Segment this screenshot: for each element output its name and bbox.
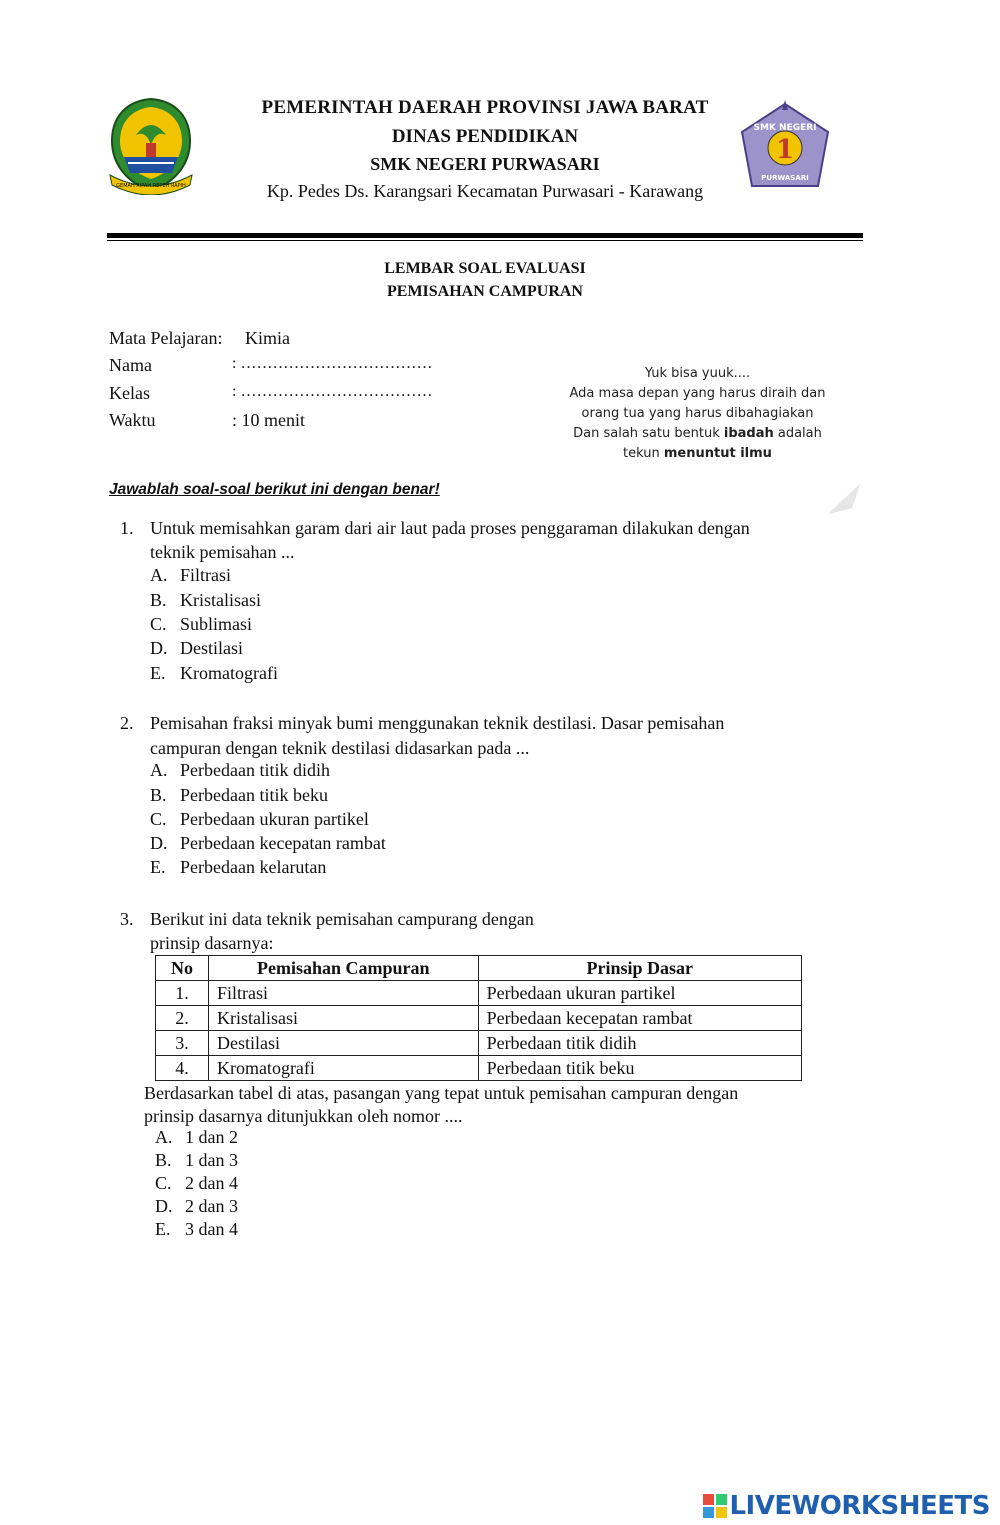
question-1-line-1: Untuk memisahkan garam dari air laut pada proses penggaraman dilakukan dengan	[150, 518, 750, 538]
table-cell-principle: Perbedaan kecepatan rambat	[478, 1006, 801, 1031]
letterhead-agency: DINAS PENDIDIKAN	[391, 126, 579, 147]
option-text: 3 dan 4	[185, 1219, 238, 1239]
name-field[interactable]: : ………………………………	[232, 355, 433, 372]
question-3-option-a[interactable]	[155, 1127, 238, 1148]
table-row	[156, 1006, 802, 1031]
motivation-line-2: Ada masa depan yang harus diraih dan	[569, 386, 826, 401]
table-cell-method: Kristalisasi	[208, 1006, 478, 1031]
class-field[interactable]: : ………………………………	[232, 383, 433, 400]
question-1-option-c[interactable]	[150, 614, 252, 635]
table-cell-method: Kromatografi	[208, 1056, 478, 1081]
option-letter: C.	[150, 809, 167, 829]
question-1-line-2: teknik pemisahan ...	[150, 542, 295, 562]
table-cell-no: 4.	[156, 1056, 209, 1081]
table-cell-principle: Perbedaan ukuran partikel	[478, 981, 801, 1006]
question-2-number: 2.	[120, 713, 134, 733]
letterhead-address: Kp. Pedes Ds. Karangsari Kecamatan Purwasari - Karawang	[266, 181, 704, 201]
motivation-line-3: orang tua yang harus dibahagiakan	[581, 406, 814, 421]
question-2-line-1: Pemisahan fraksi minyak bumi menggunakan teknik destilasi. Dasar pemisahan	[150, 713, 725, 733]
motivation-text: tekun	[623, 446, 664, 461]
letterhead-rule-thick	[107, 233, 863, 238]
option-letter: E.	[150, 857, 166, 877]
option-letter: B.	[150, 590, 167, 610]
option-text: Perbedaan titik didih	[180, 760, 330, 780]
option-text: Perbedaan ukuran partikel	[180, 809, 369, 829]
option-letter: E.	[150, 663, 166, 683]
page-curl-icon	[828, 482, 862, 520]
name-label: Nama	[109, 355, 152, 375]
emblem-motto-text: GEMAH RIPAH REPEH RAPIH	[116, 183, 186, 189]
question-3-option-c[interactable]	[155, 1173, 238, 1194]
question-2-option-c[interactable]	[150, 809, 369, 830]
option-letter: B.	[155, 1150, 172, 1170]
question-3-after-line-2: prinsip dasarnya ditunjukkan oleh nomor ....	[144, 1106, 463, 1126]
time-value: : 10 menit	[232, 410, 305, 430]
option-letter: D.	[150, 833, 168, 853]
question-2-option-e[interactable]	[150, 857, 326, 878]
question-2-option-a[interactable]	[150, 760, 330, 781]
option-text: 2 dan 4	[185, 1173, 238, 1193]
motivation-text: adalah	[773, 426, 822, 441]
separation-table	[155, 955, 802, 1081]
table-header: Pemisahan Campuran	[208, 956, 478, 981]
question-2-option-b[interactable]	[150, 785, 328, 806]
table-header-row	[156, 956, 802, 981]
liveworksheets-icon	[703, 1494, 727, 1518]
option-letter: C.	[155, 1173, 172, 1193]
logo-bottom-text: PURWASARI	[761, 174, 809, 182]
motivation-emphasis: ibadah	[723, 426, 774, 441]
question-3-after-line-1: Berdasarkan tabel di atas, pasangan yang tepat untuk pemisahan campuran dengan	[144, 1083, 739, 1103]
subject-value: Kimia	[245, 328, 290, 348]
table-cell-principle: Perbedaan titik didih	[478, 1031, 801, 1056]
option-letter: D.	[155, 1196, 173, 1216]
question-2-line-2: campuran dengan teknik destilasi didasarkan pada ...	[150, 738, 530, 758]
liveworksheets-logo[interactable]	[703, 1491, 990, 1521]
option-letter: E.	[155, 1219, 171, 1239]
class-label: Kelas	[109, 383, 150, 403]
question-3-number: 3.	[120, 909, 134, 929]
table-header: Prinsip Dasar	[478, 956, 801, 981]
question-1-number: 1.	[120, 518, 134, 538]
table-cell-no: 3.	[156, 1031, 209, 1056]
instruction: Jawablah soal-soal berikut ini dengan benar!	[109, 481, 440, 498]
logo-number: 1	[775, 135, 795, 165]
time-label: Waktu	[109, 410, 156, 430]
table-cell-no: 1.	[156, 981, 209, 1006]
motivation-text: Dan salah satu bentuk	[573, 426, 724, 441]
letterhead-school: SMK NEGERI PURWASARI	[370, 154, 600, 174]
question-1-option-d[interactable]	[150, 638, 243, 659]
question-1-option-b[interactable]	[150, 590, 261, 611]
logo-top-text: SMK NEGERI	[753, 123, 817, 133]
option-text: 1 dan 3	[185, 1150, 238, 1170]
question-3-line-2: prinsip dasarnya:	[150, 933, 274, 953]
question-3-line-1: Berikut ini data teknik pemisahan campurang dengan	[150, 909, 534, 929]
option-letter: A.	[150, 760, 168, 780]
letterhead-government: PEMERINTAH DAERAH PROVINSI JAWA BARAT	[261, 97, 709, 118]
question-3-option-e[interactable]	[155, 1219, 238, 1240]
option-text: Filtrasi	[180, 565, 232, 585]
option-text: 2 dan 3	[185, 1196, 238, 1216]
option-text: Perbedaan titik beku	[180, 785, 328, 805]
option-text: Kromatografi	[180, 663, 278, 683]
option-text: Kristalisasi	[180, 590, 261, 610]
table-cell-method: Filtrasi	[208, 981, 478, 1006]
option-letter: B.	[150, 785, 167, 805]
option-text: Sublimasi	[180, 614, 253, 634]
question-1-option-a[interactable]	[150, 565, 231, 586]
table-cell-no: 2.	[156, 1006, 209, 1031]
motivation-line-1: Yuk bisa yuuk....	[644, 366, 751, 381]
question-1-option-e[interactable]	[150, 663, 278, 684]
motivation-line-5	[560, 444, 835, 464]
motivation-line-4	[560, 424, 835, 444]
option-text: 1 dan 2	[185, 1127, 238, 1147]
table-row	[156, 1031, 802, 1056]
option-letter: C.	[150, 614, 167, 634]
letterhead-rule-thin	[107, 240, 863, 241]
motivation-emphasis: menuntut ilmu	[663, 446, 772, 461]
subject-label: Mata Pelajaran:	[109, 328, 223, 348]
option-letter: D.	[150, 638, 168, 658]
option-text: Destilasi	[180, 638, 243, 658]
question-2-option-d[interactable]	[150, 833, 386, 854]
table-row	[156, 981, 802, 1006]
option-text: Perbedaan kelarutan	[180, 857, 327, 877]
question-3-option-d[interactable]	[155, 1196, 238, 1217]
table-header: No	[156, 956, 209, 981]
option-text: Perbedaan kecepatan rambat	[180, 833, 386, 853]
table-cell-method: Destilasi	[208, 1031, 478, 1056]
west-java-emblem-logo	[106, 95, 196, 195]
sheet-subtitle: PEMISAHAN CAMPURAN	[387, 283, 583, 300]
smk-purwasari-logo	[738, 100, 833, 190]
option-letter: A.	[155, 1127, 173, 1147]
table-row	[156, 1056, 802, 1081]
brand-text: LIVEWORKSHEETS	[729, 1491, 990, 1521]
table-cell-principle: Perbedaan titik beku	[478, 1056, 801, 1081]
option-letter: A.	[150, 565, 168, 585]
question-3-option-b[interactable]	[155, 1150, 238, 1171]
sheet-title: LEMBAR SOAL EVALUASI	[384, 260, 586, 277]
